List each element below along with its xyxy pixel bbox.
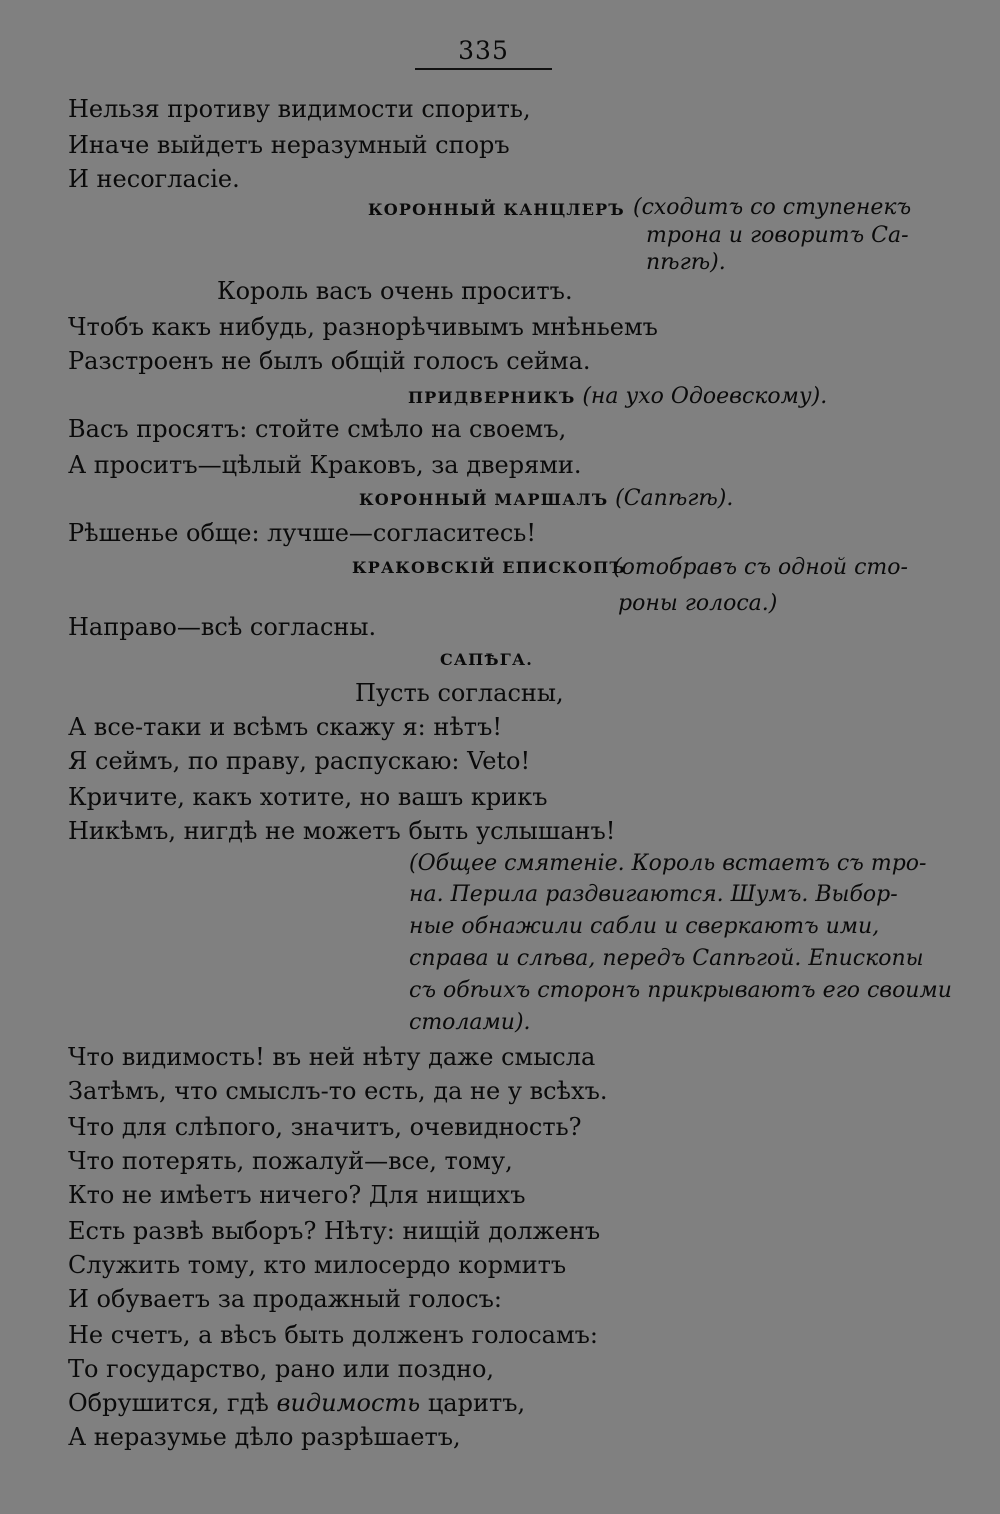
verse-line: Чтобъ какъ нибудь, разнорѣчивымъ мнѣньемъ [68, 313, 658, 341]
stage-direction: (Общее смятеніе. Король встаетъ съ тро- [409, 851, 927, 876]
verse-line: И несогласіе. [68, 165, 240, 193]
verse-text: Обрушится, гдѣ [68, 1389, 277, 1417]
speaker-name: САПѢГА. [440, 650, 534, 669]
stage-direction: на. Перила раздвигаются. Шумъ. Выбор- [409, 882, 898, 907]
stage-direction: столами). [409, 1010, 531, 1035]
verse-line: Я сеймъ, по праву, распускаю: Veto! [68, 747, 531, 775]
speaker-name [408, 384, 827, 409]
verse-line: Служить тому, кто милосердо кормитъ [68, 1251, 567, 1279]
verse-line: Пусть согласны, [355, 679, 564, 707]
stage-direction: (сходитъ со ступенекъ [633, 195, 912, 220]
verse-line: Кто не имѣетъ ничего? Для нищихъ [68, 1181, 526, 1209]
speaker-name: КОРОННЫЙ КАНЦЛЕРЪ [368, 200, 625, 219]
verse-line: А неразумье дѣло разрѣшаетъ, [68, 1423, 461, 1451]
stage-direction: (Сапѣгѣ). [615, 486, 734, 511]
emphasized-word: видимость [276, 1389, 421, 1417]
stage-direction: трона и говоритъ Са- [646, 223, 909, 248]
verse-line: Что потерять, пожалуй—все, тому, [68, 1147, 513, 1175]
verse-line: А проситъ—цѣлый Краковъ, за дверями. [68, 451, 582, 479]
verse-line: Король васъ очень проситъ. [217, 277, 573, 305]
speaker-label: КОРОННЫЙ МАРШАЛЪ [359, 490, 609, 509]
stage-direction: роны голоса.) [618, 591, 778, 616]
verse-line: Есть развѣ выборъ? Нѣту: нищій долженъ [68, 1217, 601, 1245]
verse-line: Васъ просятъ: стойте смѣло на своемъ, [68, 415, 567, 443]
verse-line [68, 1388, 525, 1418]
page-number-rule [415, 68, 552, 70]
verse-text: царитъ, [420, 1389, 526, 1417]
stage-direction: пѣгѣ). [646, 250, 726, 275]
speaker-name [359, 486, 733, 511]
speaker-name: КРАКОВСКІЙ ЕПИСКОПЪ [352, 558, 626, 577]
verse-line: Затѣмъ, что смыслъ-то есть, да не у всѣхъ. [68, 1077, 608, 1105]
stage-direction: (отобравъ съ одной сто- [613, 555, 908, 580]
verse-line: И обуваетъ за продажный голосъ: [68, 1285, 503, 1313]
verse-line: Что для слѣпого, значитъ, очевидность? [68, 1113, 582, 1141]
verse-line: Никѣмъ, нигдѣ не можетъ быть услышанъ! [68, 817, 616, 845]
verse-line: Нельзя противу видимости спорить, [68, 95, 531, 123]
verse-line: Направо—всѣ согласны. [68, 613, 377, 641]
verse-line: Что видимость! въ ней нѣту даже смысла [68, 1043, 596, 1071]
verse-line: Рѣшенье обще: лучше—согласитесь! [68, 519, 536, 547]
verse-line: Иначе выйдетъ неразумный споръ [68, 131, 510, 159]
page-number: 335 [458, 36, 509, 65]
stage-direction: съ обѣихъ сторонъ прикрываютъ его своими [409, 978, 952, 1003]
speaker-label: ПРИДВЕРНИКЪ [408, 388, 576, 407]
stage-direction: справа и слѣва, передъ Сапѣгой. Епископы [409, 946, 924, 971]
verse-line: А все-таки и всѣмъ скажу я: нѣтъ! [68, 713, 502, 741]
verse-line: То государство, рано или поздно, [68, 1355, 495, 1383]
stage-direction: ные обнажили сабли и сверкаютъ ими, [409, 914, 880, 939]
verse-line: Кричите, какъ хотите, но вашъ крикъ [68, 783, 548, 811]
stage-direction: (на ухо Одоевскому). [582, 384, 828, 409]
verse-line: Не счетъ, а вѣсъ быть долженъ голосамъ: [68, 1321, 599, 1349]
verse-line: Разстроенъ не былъ общій голосъ сейма. [68, 347, 591, 375]
